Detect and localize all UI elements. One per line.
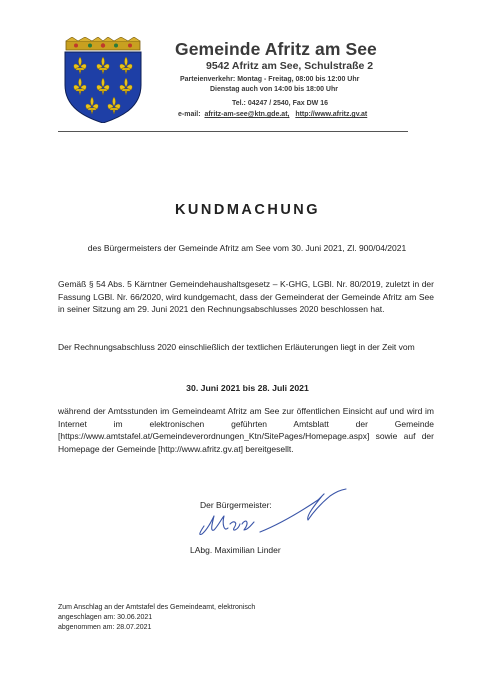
notice-paragraph-2: Der Rechnungsabschluss 2020 einschließlich der textlichen Erläuterungen liegt in der Zeit vom <box>58 342 415 352</box>
notice-subheading: des Bürgermeisters der Gemeinde Afritz am See vom 30. Juni 2021, Zl. 900/04/2021 <box>87 243 407 253</box>
municipality-title: Gemeinde Afritz am See <box>175 39 377 59</box>
inspection-period: 30. Juni 2021 bis 28. Juli 2021 <box>186 383 309 393</box>
notice-paragraph-3: während der Amtsstunden im Gemeindeamt Afritz am See zur öffentlichen Einsicht auf und wird im Internet im elektronischen geführten Amtsblatt der Gemeinde [https://www.amtstafel.at/Gemeindeverordnungen_Ktn/SitePages/Homepage.aspx] sowie auf der Homepage der Gemeinde [http://www.afritz.gv.at] bereitgesellt. <box>58 406 434 454</box>
handwritten-signature-icon <box>190 484 355 544</box>
header-divider <box>58 131 408 132</box>
signature-label: Der Bürgermeister: <box>200 500 272 510</box>
website-link[interactable]: http://www.afritz.gv.at <box>295 111 368 118</box>
office-hours-line1: Parteienverkehr: Montag - Freitag, 08:00 bis 12:00 Uhr <box>180 76 360 83</box>
notice-paragraph-1: Gemäß § 54 Abs. 5 Kärntner Gemeindehaushaltsgesetz – K-GHG, LGBl. Nr. 80/2019, zuletzt in der Fassung LGBl. Nr. 66/2020, wird kundgemacht, dass der Gemeinderat der Gemeinde Afritz am See in seiner Sitzung am 29. Juni 2021 den Rechnungsabschlusses 2020 beschlossen hat. <box>58 279 434 315</box>
removed-date: abgenommen am: 28.07.2021 <box>58 624 152 631</box>
coat-of-arms-icon <box>60 37 146 123</box>
posted-date: angeschlagen am: 30.06.2021 <box>58 614 153 621</box>
posting-note: Zum Anschlag an der Amtstafel des Gemeindeamt, elektronisch <box>58 604 256 611</box>
office-hours-line2: Dienstag auch von 14:00 bis 18:00 Uhr <box>210 86 338 93</box>
email-label: e-mail: <box>178 111 201 118</box>
notice-heading: KUNDMACHUNG <box>174 202 321 218</box>
email-link[interactable]: afritz-am-see@ktn.gde.at, <box>204 111 290 118</box>
phone-fax: Tel.: 04247 / 2540, Fax DW 16 <box>232 100 328 107</box>
mayor-name: LAbg. Maximilian Linder <box>190 545 281 555</box>
contact-line <box>178 111 367 118</box>
municipality-address: 9542 Afritz am See, Schulstraße 2 <box>206 60 374 72</box>
